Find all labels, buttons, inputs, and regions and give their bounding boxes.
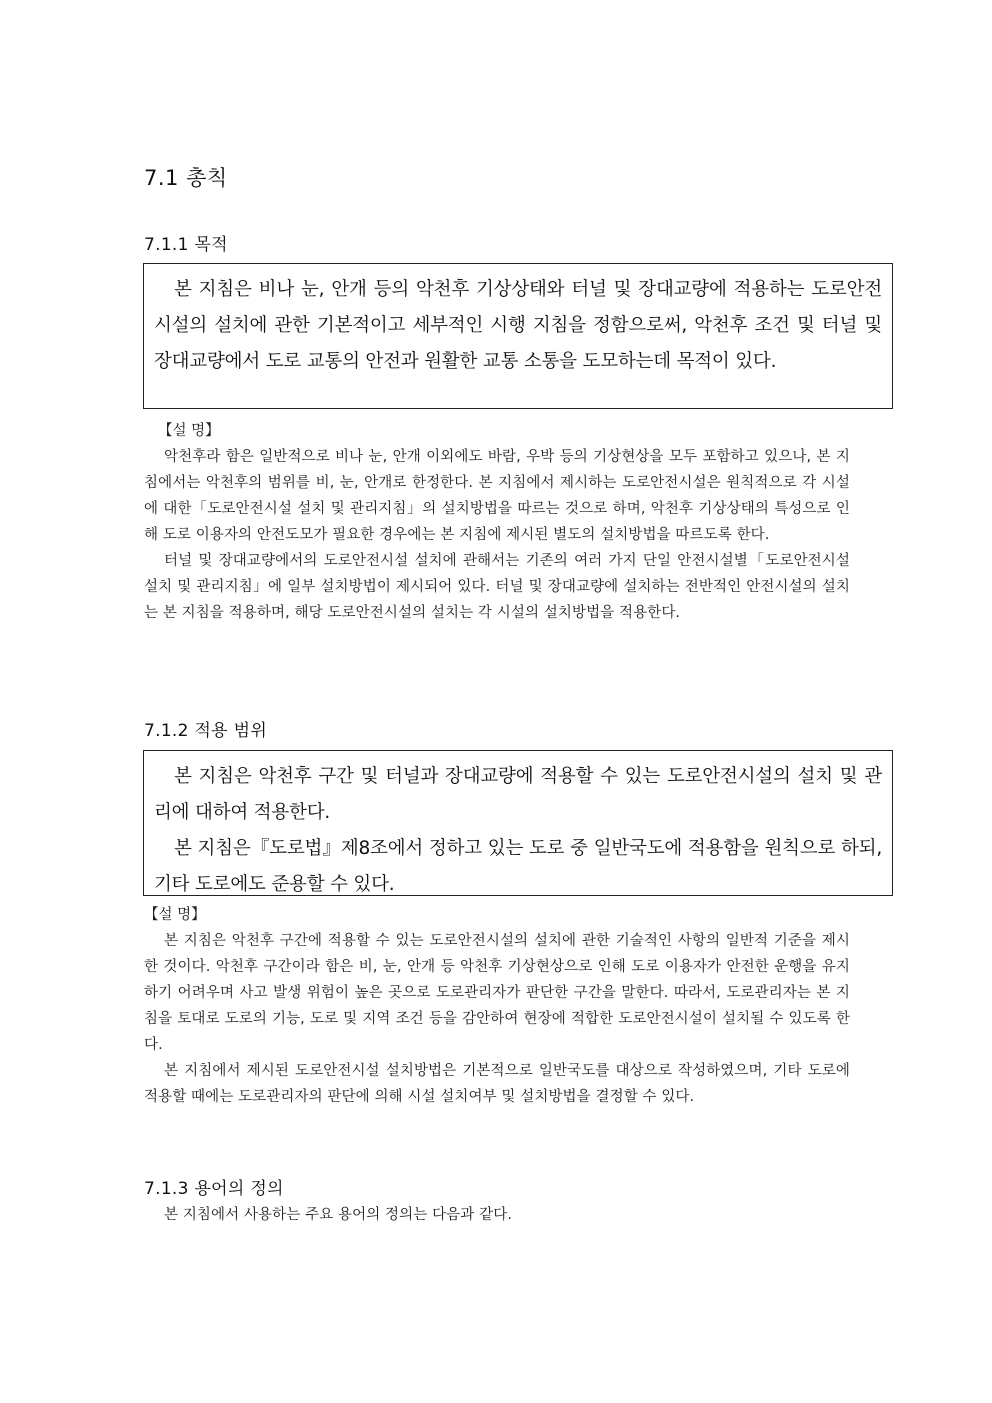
purpose-explanation-label: 【설 명】 — [158, 423, 220, 439]
purpose-box — [143, 263, 893, 409]
purpose-box-text: 본 지침은 비나 눈, 안개 등의 악천후 기상상태와 터널 및 장대교량에 적용하는 도로안전시설의 설치에 관한 기본적이고 세부적인 시행 지침을 정함으로써, 악천후 조건 및 터널 및 장대교량에서 도로 교통의 안전과 원활한 교통 소통을 도모하는데 목적이 있다. — [154, 279, 882, 372]
purpose-explanation-paragraph: 터널 및 장대교량에서의 도로안전시설 설치에 관해서는 기존의 여러 가지 단일 안전시설별「도로안전시설 설치 및 관리지침」에 일부 설치방법이 제시되어 있다. 터널 및 장대교량에 설치하는 전반적인 안전시설의 설치는 본 지침을 적용하며, 해당 도로안전시설의 설치는 각 시설의 설치방법을 적용한다. — [144, 553, 850, 621]
terms-section — [144, 1202, 850, 1228]
terms-heading: 7.1.3 용어의 정의 — [144, 1179, 284, 1199]
scope-box — [143, 750, 893, 896]
scope-explanation — [144, 902, 850, 1110]
terms-intro: 본 지침에서 사용하는 주요 용어의 정의는 다음과 같다. — [164, 1207, 513, 1223]
scope-heading: 7.1.2 적용 범위 — [144, 721, 268, 741]
scope-explanation-paragraph: 본 지침에서 제시된 도로안전시설 설치방법은 기본적으로 일반국도를 대상으로 작성하였으며, 기타 도로에 적용할 때에는 도로관리자의 판단에 의해 시설 설치여부 및 설치방법을 결정할 수 있다. — [144, 1063, 850, 1105]
purpose-heading: 7.1.1 목적 — [144, 235, 228, 255]
purpose-explanation-paragraph: 악천후라 함은 일반적으로 비나 눈, 안개 이외에도 바람, 우박 등의 기상현상을 모두 포함하고 있으나, 본 지침에서는 악천후의 범위를 비, 눈, 안개로 한정한다. 본 지침에서 제시하는 도로안전시설은 원칙적으로 각 시설에 대한「도로안전시설 설치 및 관리지침」의 설치방법을 따르는 것으로 하며, 악천후 기상상태의 특성으로 인해 도로 이용자의 안전도모가 필요한 경우에는 본 지침에 제시된 별도의 설치방법을 따르도록 한다. — [144, 449, 850, 543]
scope-explanation-label: 【설 명】 — [144, 907, 206, 923]
purpose-explanation — [144, 418, 850, 626]
scope-box-paragraph: 본 지침은『도로법』제8조에서 정하고 있는 도로 중 일반국도에 적용함을 원칙으로 하되, 기타 도로에도 준용할 수 있다. — [154, 838, 882, 895]
section-title: 7.1 총칙 — [144, 166, 228, 190]
scope-box-paragraph: 본 지침은 악천후 구간 및 터널과 장대교량에 적용할 수 있는 도로안전시설의 설치 및 관리에 대하여 적용한다. — [154, 766, 882, 823]
scope-explanation-paragraph: 본 지침은 악천후 구간에 적용할 수 있는 도로안전시설의 설치에 관한 기술적인 사항의 일반적 기준을 제시한 것이다. 악천후 구간이라 함은 비, 눈, 안개 등 악천후 기상현상으로 인해 도로 이용자가 안전한 운행을 유지하기 어려우며 사고 발생 위험이 높은 곳으로 도로관리자가 판단한 구간을 말한다. 따라서, 도로관리자는 본 지침을 토대로 도로의 기능, 도로 및 지역 조건 등을 감안하여 현장에 적합한 도로안전시설이 설치될 수 있도록 한다. — [144, 933, 850, 1053]
